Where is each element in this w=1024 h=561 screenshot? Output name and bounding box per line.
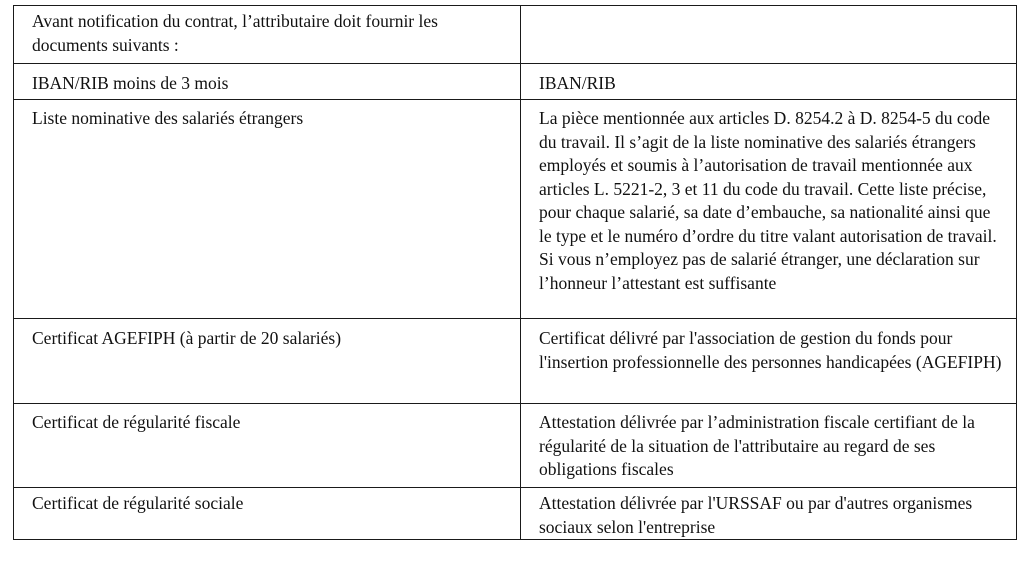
document-description: Attestation délivrée par l'URSSAF ou par d'autres organismes sociaux selon l'entreprise bbox=[539, 493, 973, 537]
document-description: Certificat délivré par l'association de gestion du fonds pour l'insertion professionnelle des personnes handicapées (AGEFIPH) bbox=[539, 328, 1002, 372]
document-name: Certificat de régularité sociale bbox=[32, 493, 244, 513]
header-cell-left bbox=[14, 6, 521, 64]
document-cell bbox=[14, 100, 521, 319]
description-cell bbox=[521, 404, 1017, 488]
document-description: La pièce mentionnée aux articles D. 8254.2 à D. 8254-5 du code du travail. Il s’agit de la liste nominative des salariés étrangers employés et soumis à l’autorisation de travail mentionnée aux articles L. 5221-2, 3 et 11 du code du travail. Cette liste précise, pour chaque salarié, sa date d’embauche, sa nationalité ainsi que le type et le numéro d’ordre du titre valant autorisation de travail. Si vous n’employez pas de salarié étranger, une déclaration sur l’honneur l’attestant est suffisante bbox=[539, 108, 997, 293]
description-cell bbox=[521, 488, 1017, 540]
table-row bbox=[14, 404, 1017, 488]
document-cell bbox=[14, 488, 521, 540]
document-name: Certificat AGEFIPH (à partir de 20 salariés) bbox=[32, 328, 342, 348]
table-row bbox=[14, 488, 1017, 540]
description-cell bbox=[521, 100, 1017, 319]
table-row bbox=[14, 319, 1017, 404]
table-row bbox=[14, 64, 1017, 100]
document-description: IBAN/RIB bbox=[539, 73, 616, 93]
document-cell bbox=[14, 319, 521, 404]
document-name: Liste nominative des salariés étrangers bbox=[32, 108, 304, 128]
document-description: Attestation délivrée par l’administration fiscale certifiant de la régularité de la situation de l'attributaire au regard de ses obligations fiscales bbox=[539, 412, 975, 479]
header-intro-text: Avant notification du contrat, l’attributaire doit fournir les documents suivants : bbox=[32, 11, 438, 55]
documents-table bbox=[13, 5, 1017, 540]
document-name: IBAN/RIB moins de 3 mois bbox=[32, 73, 229, 93]
document-cell bbox=[14, 64, 521, 100]
table-header-row bbox=[14, 6, 1017, 64]
description-cell bbox=[521, 319, 1017, 404]
header-cell-right bbox=[521, 6, 1017, 64]
description-cell bbox=[521, 64, 1017, 100]
table-row bbox=[14, 100, 1017, 319]
document-name: Certificat de régularité fiscale bbox=[32, 412, 241, 432]
document-cell bbox=[14, 404, 521, 488]
